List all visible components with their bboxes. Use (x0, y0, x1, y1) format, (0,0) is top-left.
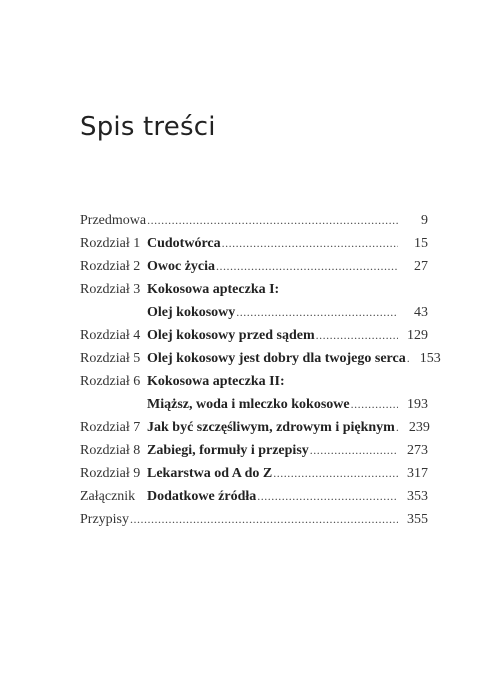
toc-page: 317 (407, 466, 428, 481)
toc-page: 27 (414, 259, 428, 274)
toc-title: Przypisy (80, 512, 129, 527)
toc-label: Rozdział 5 (80, 351, 141, 366)
leader-dots (216, 255, 398, 278)
toc-label: Załącznik (80, 489, 136, 504)
toc-row-notes[interactable] (80, 508, 428, 531)
toc-label: Rozdział 8 (80, 443, 141, 458)
toc-row-appendix[interactable] (80, 485, 428, 508)
toc-row-chapter-3-cont[interactable] (80, 301, 428, 324)
toc-row-chapter-6[interactable] (80, 370, 428, 393)
toc-row-chapter-8[interactable] (80, 439, 428, 462)
toc-title: Olej kokosowy przed sądem (147, 328, 315, 343)
toc-page: 9 (421, 213, 428, 228)
leader-dots (316, 324, 398, 347)
toc-title: Cudotwórca (147, 236, 221, 251)
toc-title: Olej kokosowy jest dobry dla twojego serca (147, 351, 406, 366)
page-title: Spis treści (80, 112, 216, 142)
toc-page: 239 (408, 420, 430, 435)
toc-row-chapter-5[interactable] (80, 347, 441, 370)
leader-dots (310, 439, 398, 462)
toc-page: 129 (407, 328, 428, 343)
toc-row-preface[interactable] (80, 209, 428, 232)
toc-row-chapter-2[interactable] (80, 255, 428, 278)
toc-title: Kokosowa apteczka I: (147, 282, 280, 297)
toc-row-chapter-3[interactable] (80, 278, 428, 301)
toc-page: 43 (414, 305, 428, 320)
toc-page: 15 (414, 236, 428, 251)
leader-dots (257, 485, 398, 508)
toc-row-chapter-1[interactable] (80, 232, 428, 255)
toc-page: 193 (407, 397, 428, 412)
toc-title: Olej kokosowy (147, 305, 236, 320)
toc-title: Zabiegi, formuły i przepisy (147, 443, 309, 458)
leader-dots (236, 301, 398, 324)
toc-page: 353 (407, 489, 428, 504)
toc-title: Miąższ, woda i mleczko kokosowe (147, 397, 350, 412)
toc-title: Jak być szczęśliwym, zdrowym i pięknym (147, 420, 395, 435)
leader-dots (351, 393, 398, 416)
toc-label: Rozdział 3 (80, 282, 141, 297)
toc-row-chapter-9[interactable] (80, 462, 428, 485)
toc-row-chapter-4[interactable] (80, 324, 428, 347)
leader-dots (222, 232, 398, 255)
toc-title: Dodatkowe źródła (147, 489, 257, 504)
leader-dots (130, 508, 398, 531)
toc-row-chapter-7[interactable] (80, 416, 428, 439)
toc-title: Owoc życia (147, 259, 216, 274)
toc-label: Rozdział 2 (80, 259, 141, 274)
toc-page: 355 (407, 512, 428, 527)
table-of-contents (80, 209, 441, 531)
toc-title: Kokosowa apteczka II: (147, 374, 285, 389)
toc-page: 153 (419, 351, 441, 366)
toc-label: Rozdział 6 (80, 374, 141, 389)
toc-title: Lekarstwa od A do Z (147, 466, 273, 481)
toc-label: Rozdział 9 (80, 466, 141, 481)
toc-row-chapter-6-cont[interactable] (80, 393, 428, 416)
toc-page: 273 (407, 443, 428, 458)
toc-title: Przedmowa (80, 213, 147, 228)
toc-label: Rozdział 7 (80, 420, 141, 435)
toc-label: Rozdział 1 (80, 236, 141, 251)
leader-dots (273, 462, 398, 485)
leader-dots (147, 209, 398, 232)
toc-label: Rozdział 4 (80, 328, 141, 343)
